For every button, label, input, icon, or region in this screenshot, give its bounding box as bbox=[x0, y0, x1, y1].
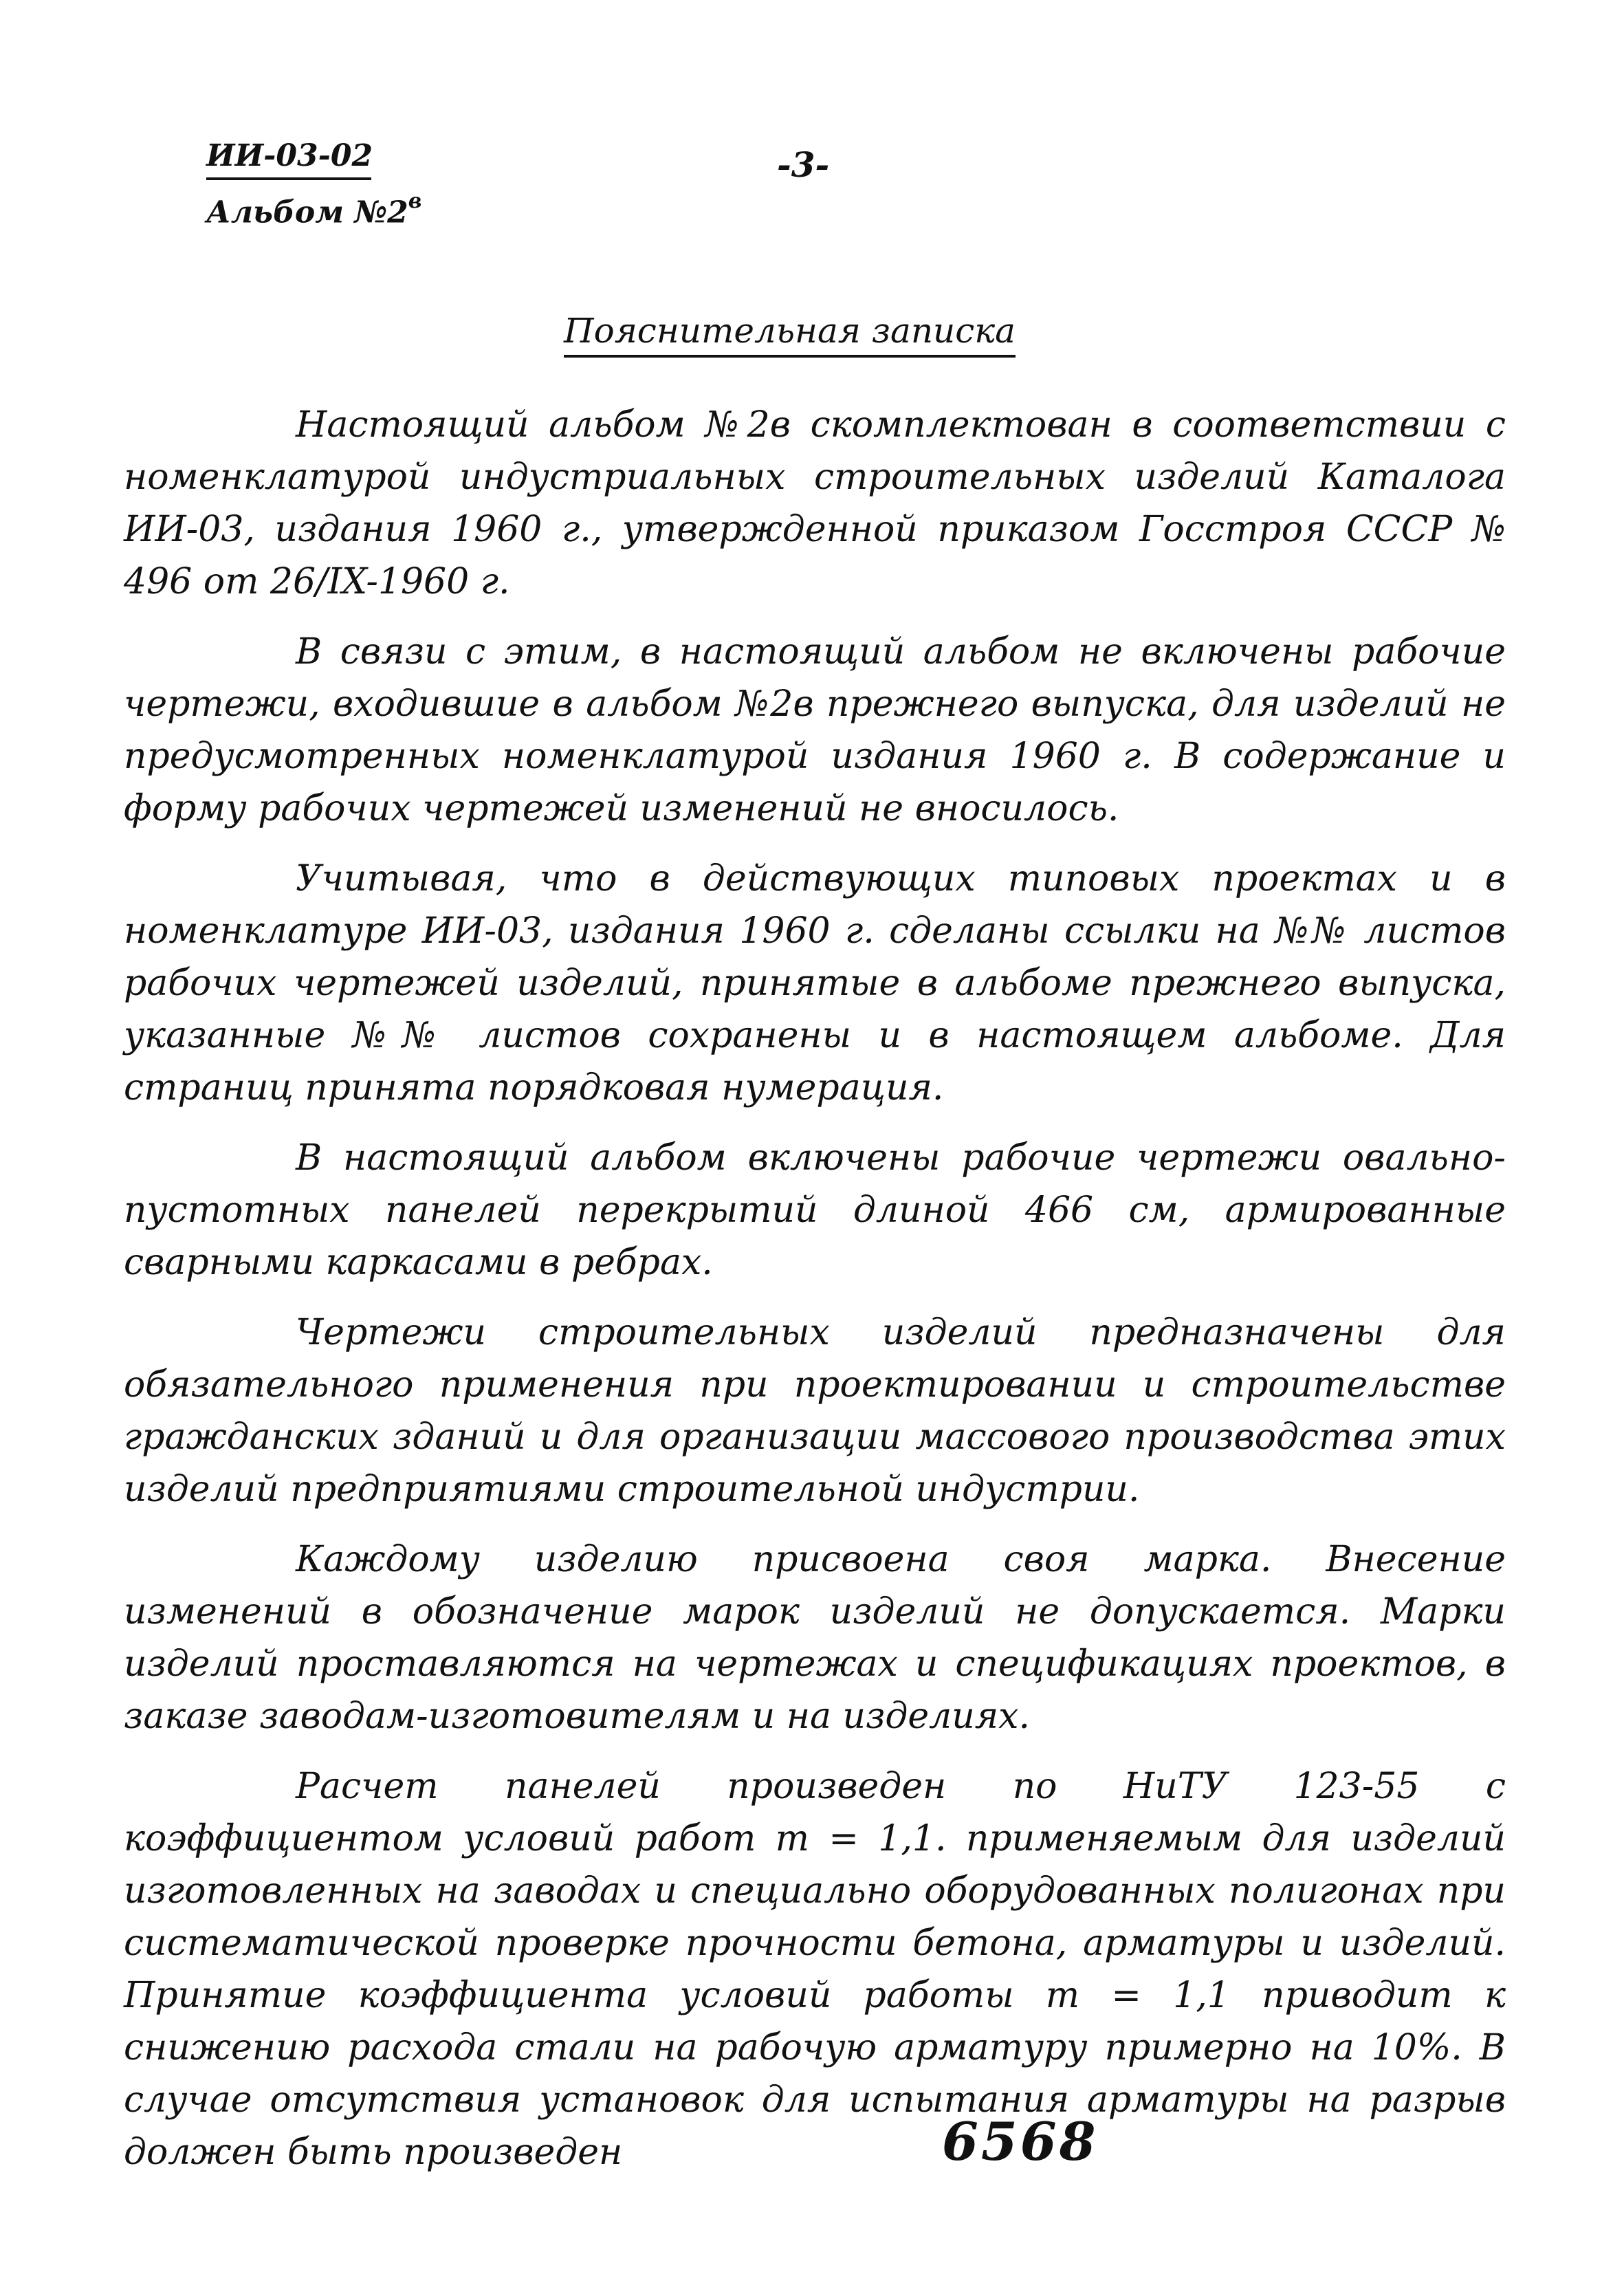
document-code-block bbox=[206, 131, 421, 239]
paragraph-1: Настоящий альбом №2в скомплектован в соответствии с номенклатурой индустриальных строительных изделий Каталога ИИ-03, издания 1960 г., утвержденной приказом Госстроя СССР № 496 от 26/IX-1960 г. bbox=[124, 404, 1506, 602]
page-title: Пояснительная записка bbox=[564, 311, 1016, 358]
album-superscript: в bbox=[408, 189, 422, 213]
paragraph-6: Каждому изделию присвоена своя марка. Внесение изменений в обозначение марок изделий не допускается. Марки изделий проставляются на чертежах и спецификациях проектов, в заказе заводам-изготовителям и на изделиях. bbox=[124, 1539, 1506, 1737]
paragraph-4: В настоящий альбом включены рабочие чертежи овально-пустотных панелей перекрытий длиной 466 см, армированные сварными каркасами в ребрах. bbox=[124, 1137, 1506, 1283]
paragraph-7: Расчет панелей произведен по НиТУ 123-55 с коэффициентом условий работ m = 1,1. применяемым для изделий изготовленных на заводах и специально оборудованных полигонах при систематической проверке прочности бетона, арматуры и изделий. Принятие коэффициента условий работы m = 1,1 приводит к снижению расхода стали на рабочую арматуру примерно на 10%. В случае отсутствия установок для испытания арматуры на разрыв должен быть произведен bbox=[124, 1766, 1506, 2173]
paragraph-3: Учитывая, что в действующих типовых проектах и в номенклатуре ИИ-03, издания 1960 г. сделаны ссылки на №№ листов рабочих чертежей изделий, принятые в альбоме прежнего выпуска, указанные №№ листов сохранены и в настоящем альбоме. Для страниц принята порядковая нумерация. bbox=[124, 858, 1506, 1108]
explanatory-note-body bbox=[124, 399, 1506, 2196]
album-label bbox=[206, 180, 421, 239]
album-text: Альбом №2 bbox=[206, 195, 408, 230]
paragraph-5: Чертежи строительных изделий предназначены для обязательного применения при проектировании и строительстве гражданских зданий и для организации массового производства этих изделий предприятиями строительной индустрии. bbox=[124, 1312, 1506, 1510]
paragraph-2: В связи с этим, в настоящий альбом не включены рабочие чертежи, входившие в альбом №2в прежнего выпуска, для изделий не предусмотренных номенклатурой издания 1960 г. В содержание и форму рабочих чертежей изменений не вносилось. bbox=[124, 631, 1506, 829]
page-number: -3- bbox=[777, 144, 830, 185]
archive-number: 6568 bbox=[942, 2111, 1099, 2172]
document-code: ИИ-03-02 bbox=[206, 138, 373, 173]
